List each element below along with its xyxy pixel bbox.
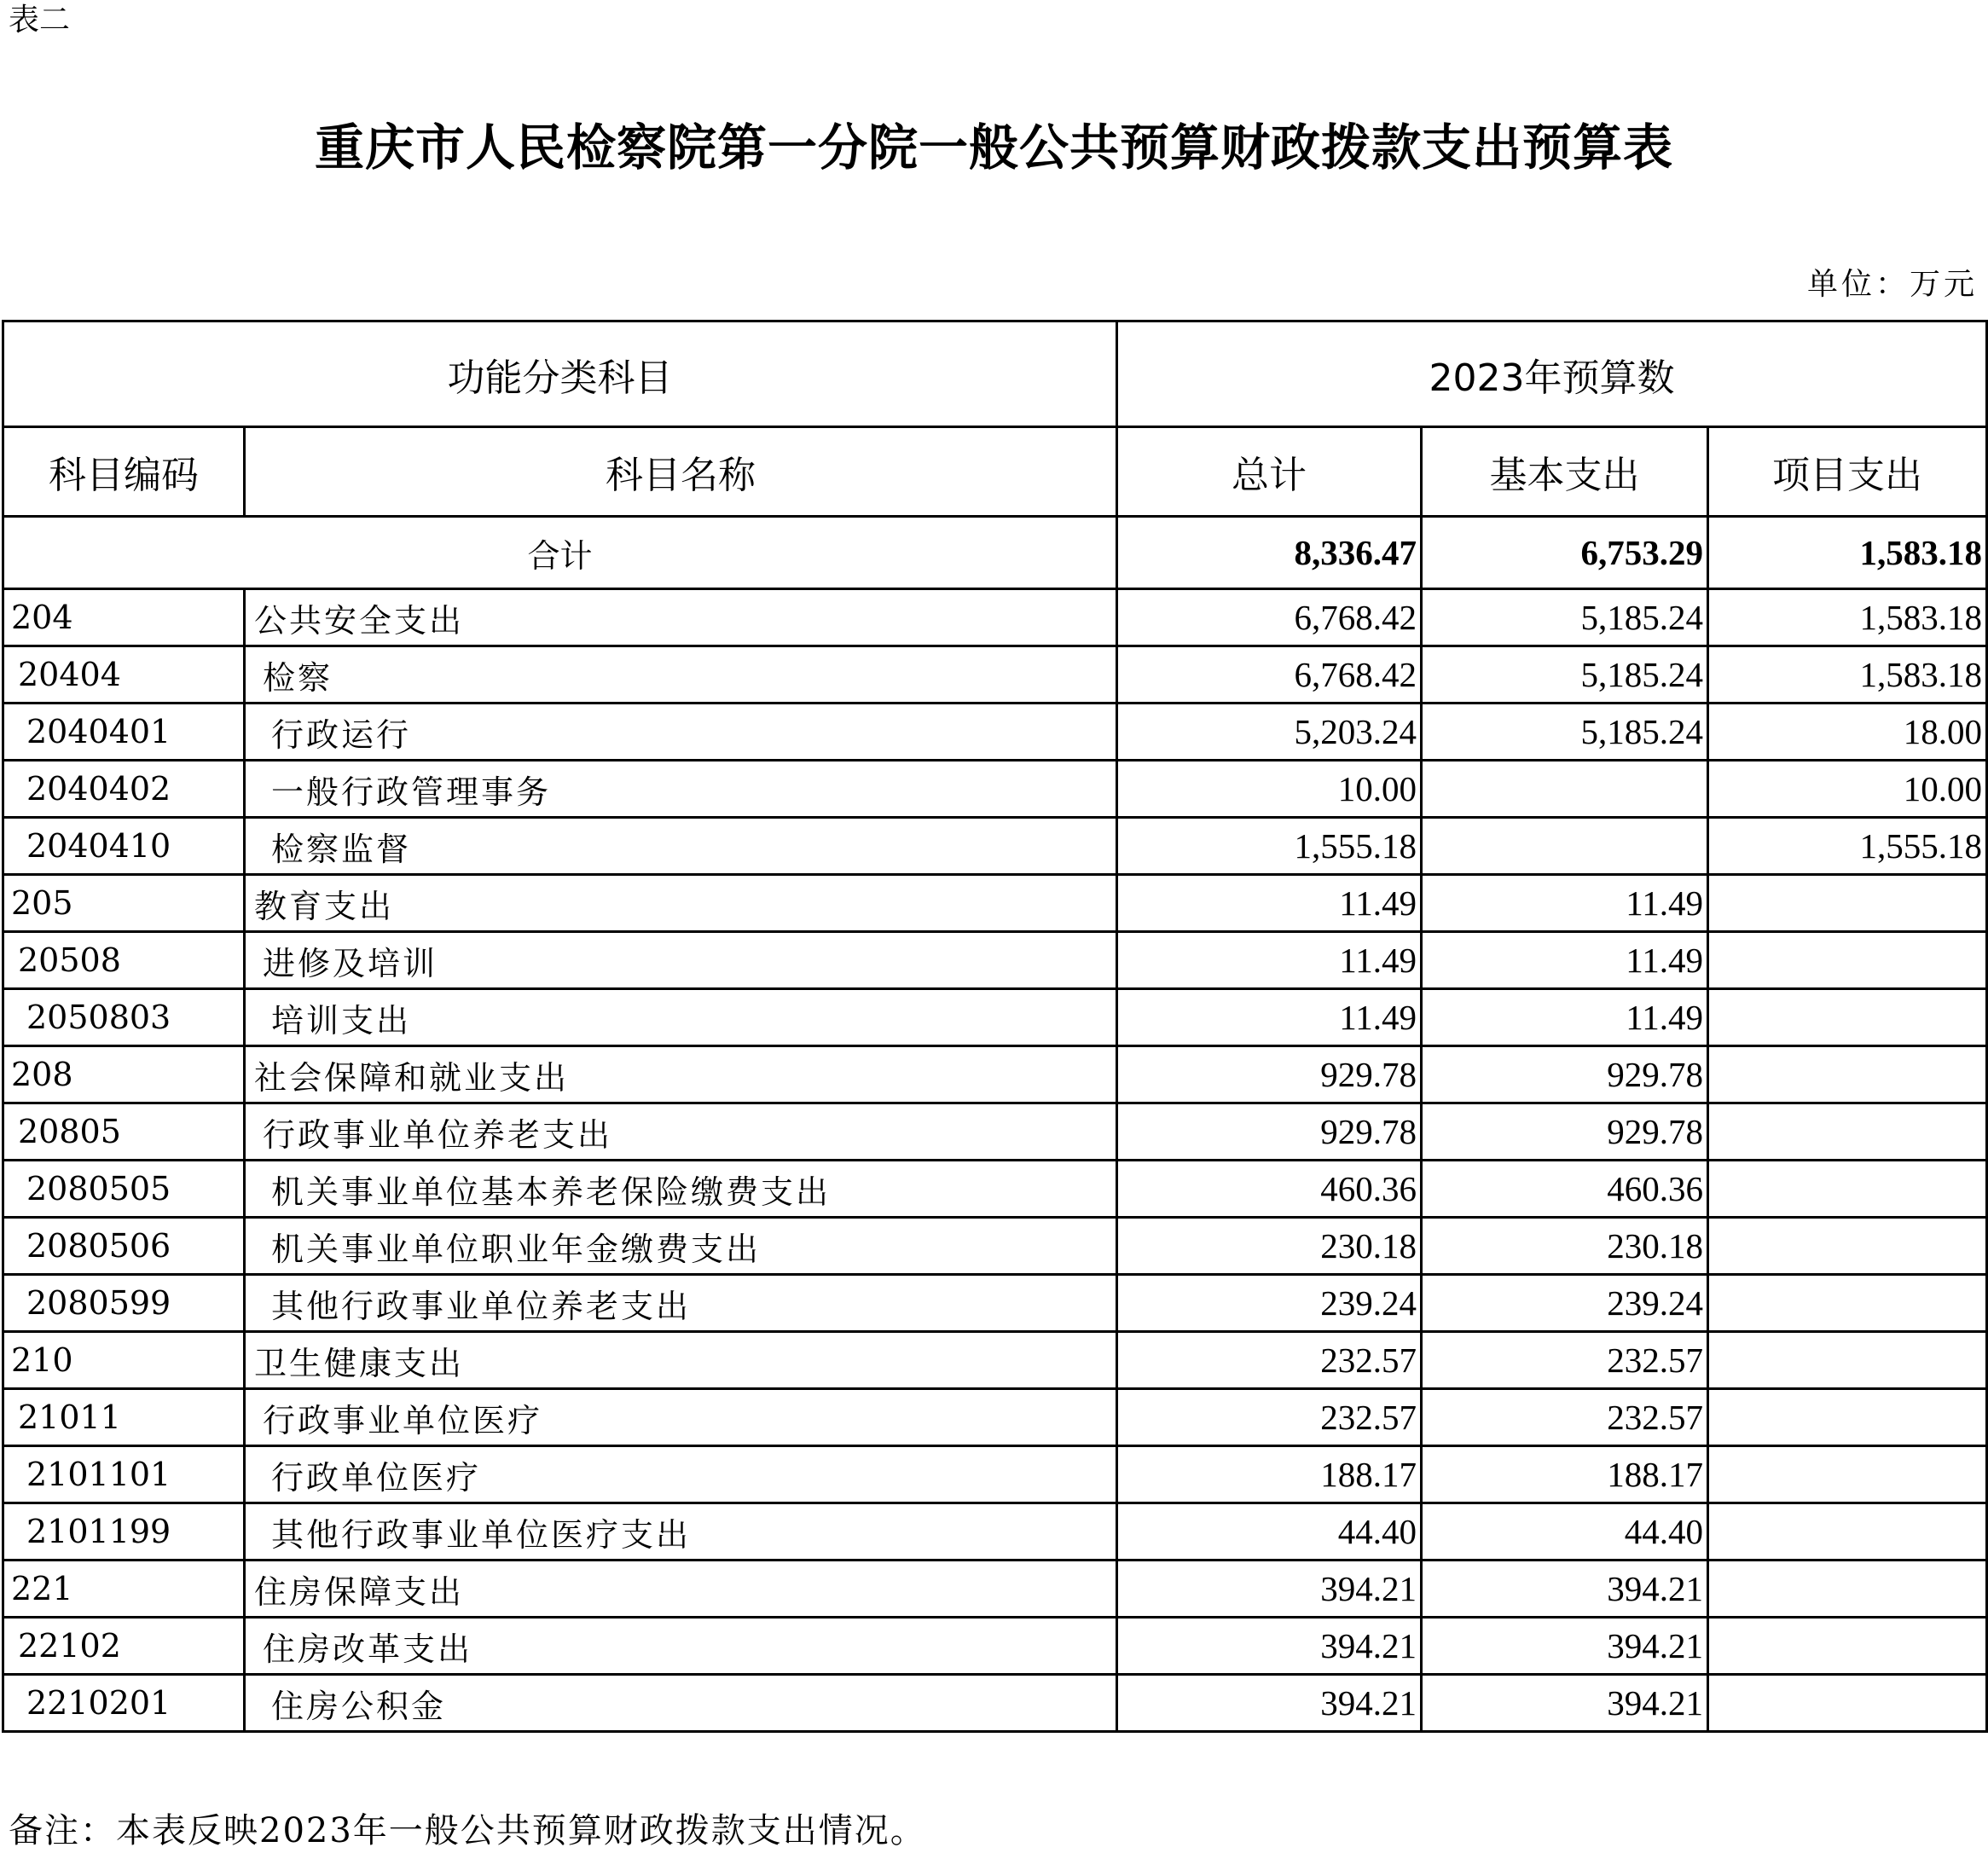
header-functional-category: 功能分类科目 xyxy=(3,321,1117,427)
cell-name: 行政单位医疗 xyxy=(245,1446,1117,1503)
cell-basic: 5,185.24 xyxy=(1422,646,1708,704)
cell-name: 进修及培训 xyxy=(245,932,1117,989)
cell-name: 行政事业单位养老支出 xyxy=(245,1103,1117,1161)
total-basic: 6,753.29 xyxy=(1422,517,1708,589)
cell-code: 2080505 xyxy=(3,1161,245,1218)
cell-project xyxy=(1708,1275,1987,1332)
cell-code: 205 xyxy=(3,875,245,932)
cell-basic: 232.57 xyxy=(1422,1389,1708,1446)
cell-project xyxy=(1708,1389,1987,1446)
cell-code: 2040401 xyxy=(3,704,245,761)
cell-code: 2101101 xyxy=(3,1446,245,1503)
cell-basic: 5,185.24 xyxy=(1422,704,1708,761)
table-row xyxy=(3,1446,1987,1503)
cell-total: 239.24 xyxy=(1117,1275,1422,1332)
cell-basic: 394.21 xyxy=(1422,1618,1708,1675)
cell-basic: 929.78 xyxy=(1422,1103,1708,1161)
header-row-group xyxy=(3,321,1987,427)
cell-name: 公共安全支出 xyxy=(245,589,1117,646)
cell-basic: 232.57 xyxy=(1422,1332,1708,1389)
cell-total: 230.18 xyxy=(1117,1218,1422,1275)
footnote: 备注：本表反映2023年一般公共预算财政拨款支出情况。 xyxy=(9,1811,926,1850)
cell-name: 机关事业单位基本养老保险缴费支出 xyxy=(245,1161,1117,1218)
cell-name: 培训支出 xyxy=(245,989,1117,1046)
cell-name: 其他行政事业单位医疗支出 xyxy=(245,1503,1117,1561)
total-sum: 8,336.47 xyxy=(1117,517,1422,589)
cell-name: 机关事业单位职业年金缴费支出 xyxy=(245,1218,1117,1275)
cell-project xyxy=(1708,1332,1987,1389)
cell-project xyxy=(1708,1446,1987,1503)
header-budget-2023: 2023年预算数 xyxy=(1117,321,1987,427)
cell-code: 20805 xyxy=(3,1103,245,1161)
cell-code: 21011 xyxy=(3,1389,245,1446)
cell-total: 11.49 xyxy=(1117,932,1422,989)
cell-project xyxy=(1708,1161,1987,1218)
table-row xyxy=(3,1275,1987,1332)
table-row xyxy=(3,875,1987,932)
cell-project xyxy=(1708,932,1987,989)
cell-project xyxy=(1708,1675,1987,1732)
header-project: 项目支出 xyxy=(1708,427,1987,517)
cell-basic: 44.40 xyxy=(1422,1503,1708,1561)
cell-total: 232.57 xyxy=(1117,1389,1422,1446)
cell-project xyxy=(1708,1218,1987,1275)
table-row xyxy=(3,1161,1987,1218)
cell-basic: 394.21 xyxy=(1422,1561,1708,1618)
cell-code: 2040410 xyxy=(3,818,245,875)
cell-name: 一般行政管理事务 xyxy=(245,761,1117,818)
table-row xyxy=(3,1389,1987,1446)
budget-table xyxy=(2,320,1988,1733)
cell-basic xyxy=(1422,818,1708,875)
cell-total: 394.21 xyxy=(1117,1561,1422,1618)
cell-code: 208 xyxy=(3,1046,245,1103)
table-row xyxy=(3,989,1987,1046)
cell-code: 20508 xyxy=(3,932,245,989)
cell-code: 2050803 xyxy=(3,989,245,1046)
cell-name: 检察监督 xyxy=(245,818,1117,875)
cell-basic: 394.21 xyxy=(1422,1675,1708,1732)
table-body xyxy=(3,517,1987,1732)
cell-total: 6,768.42 xyxy=(1117,589,1422,646)
cell-project: 1,583.18 xyxy=(1708,646,1987,704)
table-row xyxy=(3,1103,1987,1161)
cell-basic: 929.78 xyxy=(1422,1046,1708,1103)
cell-project xyxy=(1708,1046,1987,1103)
cell-total: 188.17 xyxy=(1117,1446,1422,1503)
cell-basic: 11.49 xyxy=(1422,875,1708,932)
table-row xyxy=(3,704,1987,761)
cell-total: 394.21 xyxy=(1117,1618,1422,1675)
cell-total: 460.36 xyxy=(1117,1161,1422,1218)
cell-name: 住房改革支出 xyxy=(245,1618,1117,1675)
cell-code: 210 xyxy=(3,1332,245,1389)
table-row xyxy=(3,1503,1987,1561)
cell-code: 2080599 xyxy=(3,1275,245,1332)
cell-name: 检察 xyxy=(245,646,1117,704)
cell-total: 10.00 xyxy=(1117,761,1422,818)
cell-name: 行政运行 xyxy=(245,704,1117,761)
cell-project: 10.00 xyxy=(1708,761,1987,818)
cell-name: 卫生健康支出 xyxy=(245,1332,1117,1389)
cell-total: 11.49 xyxy=(1117,989,1422,1046)
cell-total: 1,555.18 xyxy=(1117,818,1422,875)
cell-code: 2040402 xyxy=(3,761,245,818)
total-label: 合计 xyxy=(3,517,1117,589)
cell-name: 住房公积金 xyxy=(245,1675,1117,1732)
header-name: 科目名称 xyxy=(245,427,1117,517)
header-total: 总计 xyxy=(1117,427,1422,517)
page-title: 重庆市人民检察院第一分院一般公共预算财政拨款支出预算表 xyxy=(314,119,1673,177)
cell-basic: 239.24 xyxy=(1422,1275,1708,1332)
cell-code: 221 xyxy=(3,1561,245,1618)
cell-name: 其他行政事业单位养老支出 xyxy=(245,1275,1117,1332)
table-row xyxy=(3,1218,1987,1275)
cell-name: 行政事业单位医疗 xyxy=(245,1389,1117,1446)
cell-basic: 230.18 xyxy=(1422,1218,1708,1275)
cell-project xyxy=(1708,1618,1987,1675)
cell-project xyxy=(1708,989,1987,1046)
cell-total: 11.49 xyxy=(1117,875,1422,932)
total-project: 1,583.18 xyxy=(1708,517,1987,589)
cell-basic: 11.49 xyxy=(1422,932,1708,989)
document-label: 表二 xyxy=(9,3,71,38)
cell-total: 929.78 xyxy=(1117,1046,1422,1103)
header-basic: 基本支出 xyxy=(1422,427,1708,517)
table-row xyxy=(3,1561,1987,1618)
cell-project xyxy=(1708,1561,1987,1618)
cell-project: 1,583.18 xyxy=(1708,589,1987,646)
cell-total: 232.57 xyxy=(1117,1332,1422,1389)
cell-project xyxy=(1708,1103,1987,1161)
cell-total: 44.40 xyxy=(1117,1503,1422,1561)
table-row xyxy=(3,1618,1987,1675)
table-row xyxy=(3,1675,1987,1732)
cell-project xyxy=(1708,1503,1987,1561)
cell-basic: 5,185.24 xyxy=(1422,589,1708,646)
cell-basic: 460.36 xyxy=(1422,1161,1708,1218)
cell-code: 2080506 xyxy=(3,1218,245,1275)
header-code: 科目编码 xyxy=(3,427,245,517)
cell-project: 1,555.18 xyxy=(1708,818,1987,875)
cell-project: 18.00 xyxy=(1708,704,1987,761)
cell-total: 6,768.42 xyxy=(1117,646,1422,704)
table-row xyxy=(3,761,1987,818)
table-row xyxy=(3,589,1987,646)
total-row xyxy=(3,517,1987,589)
table-row xyxy=(3,932,1987,989)
cell-basic: 11.49 xyxy=(1422,989,1708,1046)
cell-name: 社会保障和就业支出 xyxy=(245,1046,1117,1103)
cell-code: 2101199 xyxy=(3,1503,245,1561)
unit-label: 单位：万元 xyxy=(1806,267,1978,302)
cell-basic: 188.17 xyxy=(1422,1446,1708,1503)
header-row-columns xyxy=(3,427,1987,517)
table-row xyxy=(3,1046,1987,1103)
cell-name: 教育支出 xyxy=(245,875,1117,932)
cell-total: 929.78 xyxy=(1117,1103,1422,1161)
cell-basic xyxy=(1422,761,1708,818)
cell-name: 住房保障支出 xyxy=(245,1561,1117,1618)
cell-code: 2210201 xyxy=(3,1675,245,1732)
cell-total: 5,203.24 xyxy=(1117,704,1422,761)
cell-code: 204 xyxy=(3,589,245,646)
table-row xyxy=(3,646,1987,704)
table-row xyxy=(3,1332,1987,1389)
table-row xyxy=(3,818,1987,875)
cell-total: 394.21 xyxy=(1117,1675,1422,1732)
cell-project xyxy=(1708,875,1987,932)
cell-code: 22102 xyxy=(3,1618,245,1675)
cell-code: 20404 xyxy=(3,646,245,704)
